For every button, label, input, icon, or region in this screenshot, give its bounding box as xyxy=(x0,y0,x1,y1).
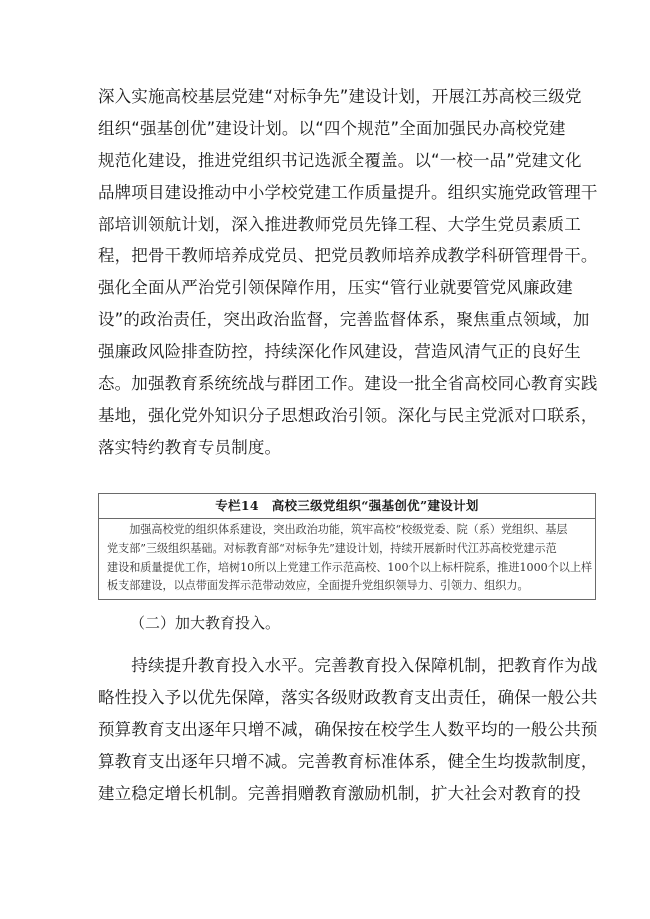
text-line: 建立稳定增长机制。完善捐赠教育激励机制，扩大社会对教育的投 xyxy=(98,783,581,803)
text-line: 略性投入予以优先保障，落实各级财政教育支出责任，确保一般公共 xyxy=(98,687,598,707)
text-line: 品牌项目建设推动中小学校党建工作质量提升。组织实施党政管理干 xyxy=(98,182,598,202)
text-line: 组织“强基创优”建设计划。以“四个规范”全面加强民办高校党建 xyxy=(98,118,566,138)
text-line: 深入实施高校基层党建“对标争先”建设计划，开展江苏高校三级党 xyxy=(98,87,582,106)
body-paragraph-education-investment xyxy=(98,650,598,809)
column-box-title: 专栏14 高校三级党组织“强基创优”建设计划 xyxy=(99,494,595,519)
text-line: 设”的政治责任，突出政治监督，完善监督体系，聚焦重点领域，加 xyxy=(98,310,590,330)
text-line: 持续提升教育投入水平。完善教育投入保障机制，把教育作为战 xyxy=(98,656,598,675)
text-line: 态。加强教育系统统战与群团工作。建设一批全省高校同心教育实践 xyxy=(98,374,598,394)
text-line: 算教育支出逐年只增不减。完善教育标准体系，健全生均拨款制度， xyxy=(98,751,598,771)
column-box-line: 党支部”三级组织基础。对标教育部“对标争先”建设计划，持续开展新时代江苏高校党建示范 xyxy=(107,541,557,555)
section-heading: （二）加大教育投入。 xyxy=(130,614,281,632)
text-line: 规范化建设，推进党组织书记选派全覆盖。以“一校一品”党建文化 xyxy=(98,150,582,170)
column-box-14 xyxy=(98,493,596,600)
text-line: 基地，强化党外知识分子思想政治引领。深化与民主党派对口联系， xyxy=(98,405,598,425)
column-box-body xyxy=(107,521,591,596)
text-line: 落实特约教育专员制度。 xyxy=(98,437,282,457)
text-line: 部培训领航计划，深入推进教师党员先锋工程、大学生党员素质工 xyxy=(98,214,581,234)
column-box-line: 建设和质量提优工作，培树10所以上党建工作示范高校、100个以上标杆院系，推进1000个以上样 xyxy=(107,560,593,574)
text-line: 强廉政风险排查防控，持续深化作风建设，营造风清气正的良好生 xyxy=(98,342,581,362)
column-box-line: 加强高校党的组织体系建设，突出政治功能，筑牢高校“校级党委、院（系）党组织、基层 xyxy=(107,523,568,536)
text-line: 程，把骨干教师培养成党员、把党员教师培养成教学科研管理骨干。 xyxy=(98,246,598,266)
column-box-line: 板支部建设，以点带面发挥示范带动效应，全面提升党组织领导力、引领力、组织力。 xyxy=(107,579,529,593)
text-line: 预算教育支出逐年只增不减，确保按在校学生人数平均的一般公共预 xyxy=(98,719,598,739)
text-line: 强化全面从严治党引领保障作用，压实“管行业就要管党风廉政建 xyxy=(98,278,573,298)
body-paragraph-party-building xyxy=(98,81,598,464)
